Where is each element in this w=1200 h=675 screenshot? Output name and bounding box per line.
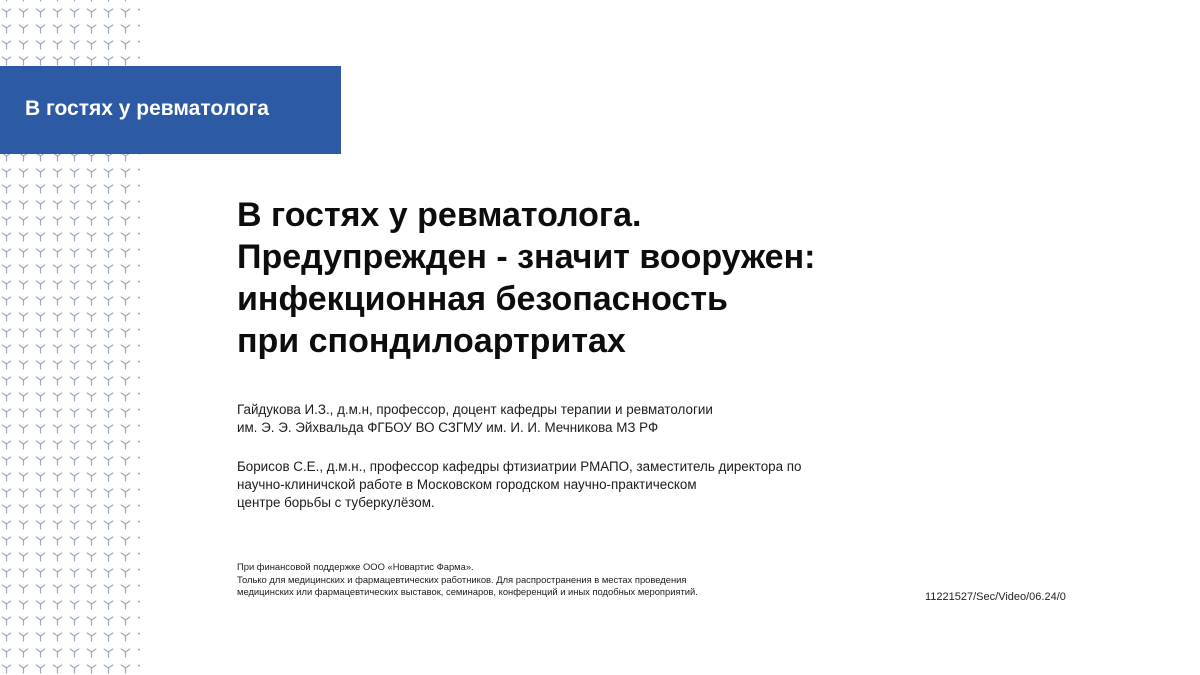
author-block-gaydukova — [237, 401, 957, 437]
author-line: Борисов С.Е., д.м.н., профессор кафедры фтизиатрии РМАПО, заместитель директора по — [237, 459, 802, 474]
title-line: Предупрежден - значит вооружен: — [237, 238, 816, 276]
author-line: научно-клиничской работе в Московском городском научно-практическом — [237, 477, 697, 492]
disclaimer-line: медицинских или фармацевтических выставок, семинаров, конференций и иных подобных мероприятий. — [237, 586, 698, 597]
document-code: 11221527/Sec/Video/06.24/0 — [925, 591, 1066, 603]
disclaimer-line: При финансовой поддержке ООО «Новартис Фарма». — [237, 561, 474, 572]
title-line: при спондилоартритах — [237, 322, 626, 360]
author-line: Гайдукова И.З., д.м.н, профессор, доцент кафедры терапии и ревматологии — [237, 402, 713, 417]
section-banner — [0, 66, 341, 154]
author-block-borisov — [237, 458, 957, 512]
disclaimer-line: Только для медицинских и фармацевтических работников. Для распространения в местах проведения — [237, 573, 687, 585]
banner-label: В гостях у ревматолога — [25, 96, 269, 120]
page-title — [237, 194, 957, 362]
sponsor-disclaimer — [237, 561, 877, 599]
title-line: В гостях у ревматолога. — [237, 196, 642, 234]
title-line: инфекционная безопасность — [237, 280, 728, 318]
author-line: центре борьбы с туберкулёзом. — [237, 495, 435, 510]
author-line: им. Э. Э. Эйхвальда ФГБОУ ВО СЗГМУ им. И. И. Мечникова МЗ РФ — [237, 420, 659, 435]
